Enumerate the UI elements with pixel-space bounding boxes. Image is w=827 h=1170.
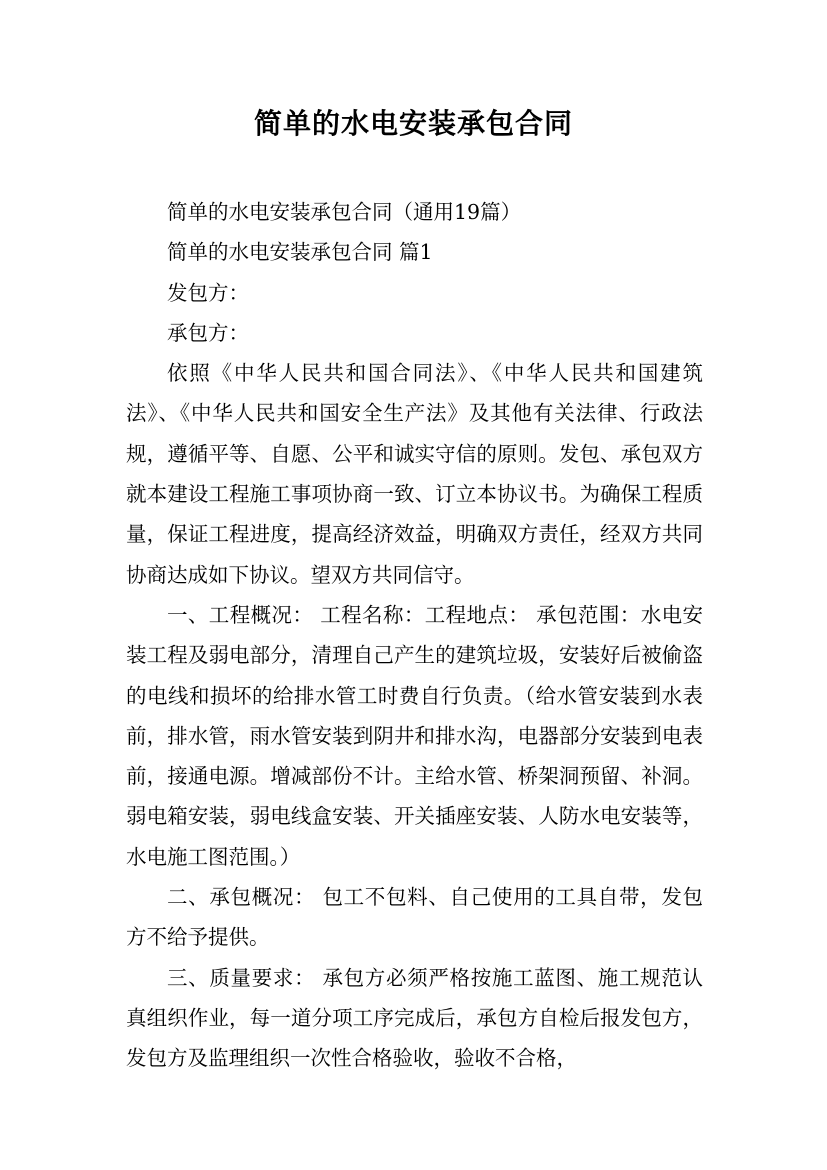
paragraph-preamble: 依照《中华人民共和国合同法》、《中华人民共和国建筑法》、《中华人民共和国安全生产法》及其他有关法律、行政法规，遵循平等、自愿、公平和诚实守信的原则。发包、承包双方就本建设工程施工事项协商一致、订立本协议书。为确保工程质量，保证工程进度，提高经济效益，明确双方责任，经双方共同协商达成如下协议。望双方共同信守。 [126, 361, 703, 587]
paragraph-subtitle: 简单的水电安装承包合同（通用19篇） [167, 200, 522, 224]
paragraph-section-heading: 简单的水电安装承包合同 篇1 [167, 240, 433, 265]
paragraph-clause-1: 一、工程概况： 工程名称：工程地点： 承包范围：水电安装工程及弱电部分，清理自己产生的建筑垃圾，安装好后被偷盗的电线和损坏的给排水管工时费自行负责。（给水管安装到水表前，排水管，雨水管安装到阴井和排水沟，电器部分安装到电表前，接通电源。增减部份不计。主给水管、桥架洞预留、补洞。弱电箱安装，弱电线盒安装、开关插座安装、人防水电安装等，水电施工图范围。） [126, 602, 703, 869]
paragraph-party-a: 发包方： [167, 280, 249, 305]
document-title: 简单的水电安装承包合同 [253, 107, 573, 140]
document-body [126, 192, 703, 1079]
paragraph-party-b: 承包方： [167, 320, 249, 345]
paragraph-clause-3: 三、质量要求： 承包方必须严格按施工蓝图、施工规范认真组织作业，每一道分项工序完成后，承包方自检后报发包方，发包方及监理组织一次性合格验收，验收不合格， [126, 965, 703, 1071]
paragraph-clause-2: 二、承包概况： 包工不包料、自己使用的工具自带，发包方不给予提供。 [126, 885, 703, 950]
